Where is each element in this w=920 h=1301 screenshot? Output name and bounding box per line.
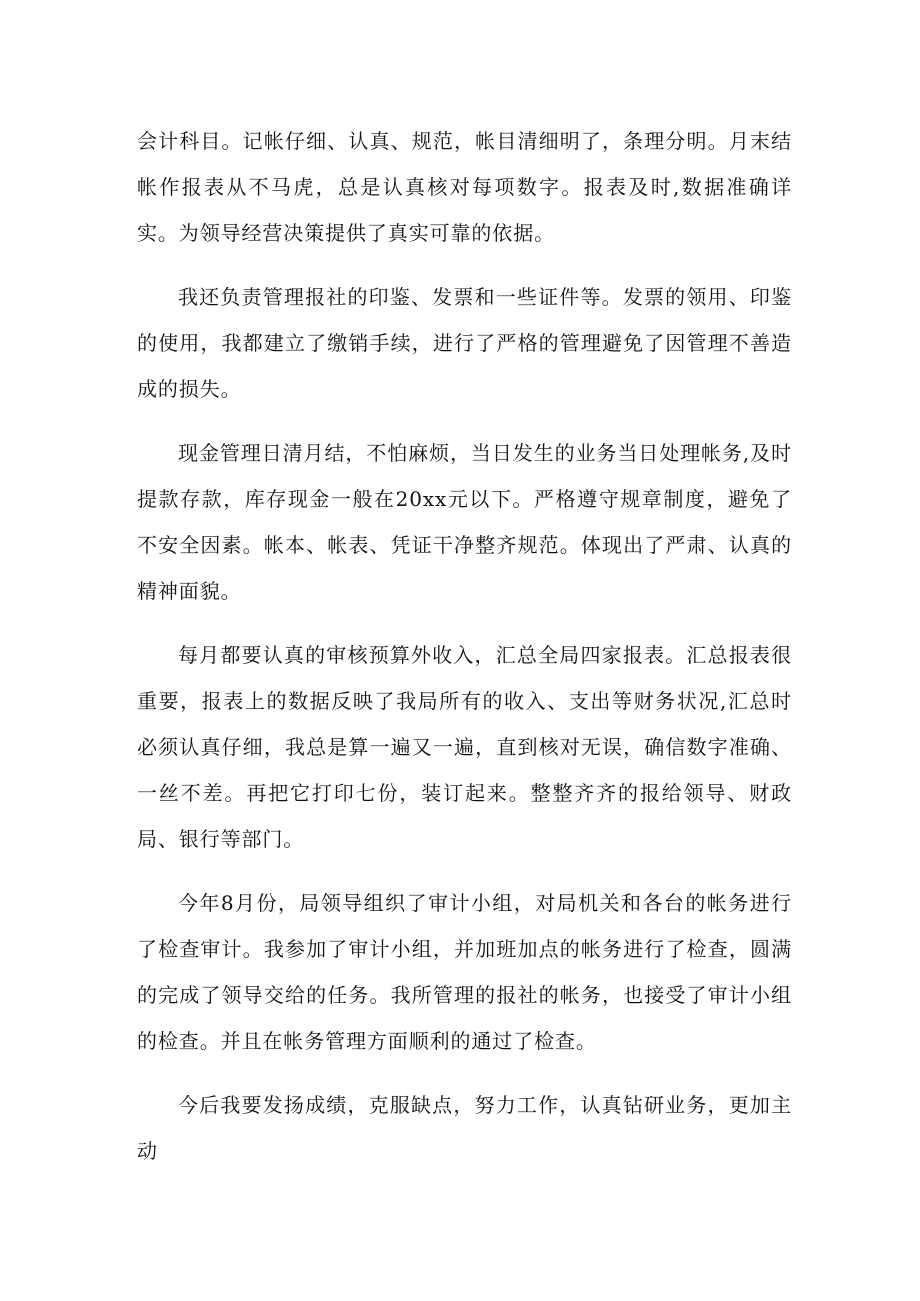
- paragraph-3: 现金管理日清月结，不怕麻烦，当日发生的业务当日处理帐务,及时提款存款，库存现金一般在20xx元以下。严格遵守规章制度，避免了不安全因素。帐本、帐表、凭证干净整齐规范。体现出了严肃、认真的精神面貌。: [137, 441, 792, 603]
- document-body: [137, 118, 792, 1192]
- paragraph-5: 今年8月份，局领导组织了审计小组，对局机关和各台的帐务进行了检查审计。我参加了审计小组，并加班加点的帐务进行了检查，圆满的完成了领导交给的任务。我所管理的报社的帐务，也接受了审计小组的检查。并且在帐务管理方面顺利的通过了检查。: [137, 891, 792, 1053]
- paragraph-2: 我还负责管理报社的印鉴、发票和一些证件等。发票的领用、印鉴的使用，我都建立了缴销手续，进行了严格的管理避免了因管理不善造成的损失。: [137, 285, 792, 401]
- paragraph-4: 每月都要认真的审核预算外收入，汇总全局四家报表。汇总报表很重要，报表上的数据反映了我局所有的收入、支出等财务状况,汇总时必须认真仔细，我总是算一遍又一遍，直到核对无误，确信数字准确、一丝不差。再把它打印七份，装订起来。整整齐齐的报给领导、财政局、银行等部门。: [137, 643, 792, 851]
- paragraph-6: 今后我要发扬成绩，克服缺点，努力工作，认真钻研业务，更加主动: [137, 1093, 792, 1163]
- paragraph-1: 会计科目。记帐仔细、认真、规范，帐目清细明了，条理分明。月末结帐作报表从不马虎，总是认真核对每项数字。报表及时,数据准确详实。为领导经营决策提供了真实可靠的依据。: [137, 129, 792, 245]
